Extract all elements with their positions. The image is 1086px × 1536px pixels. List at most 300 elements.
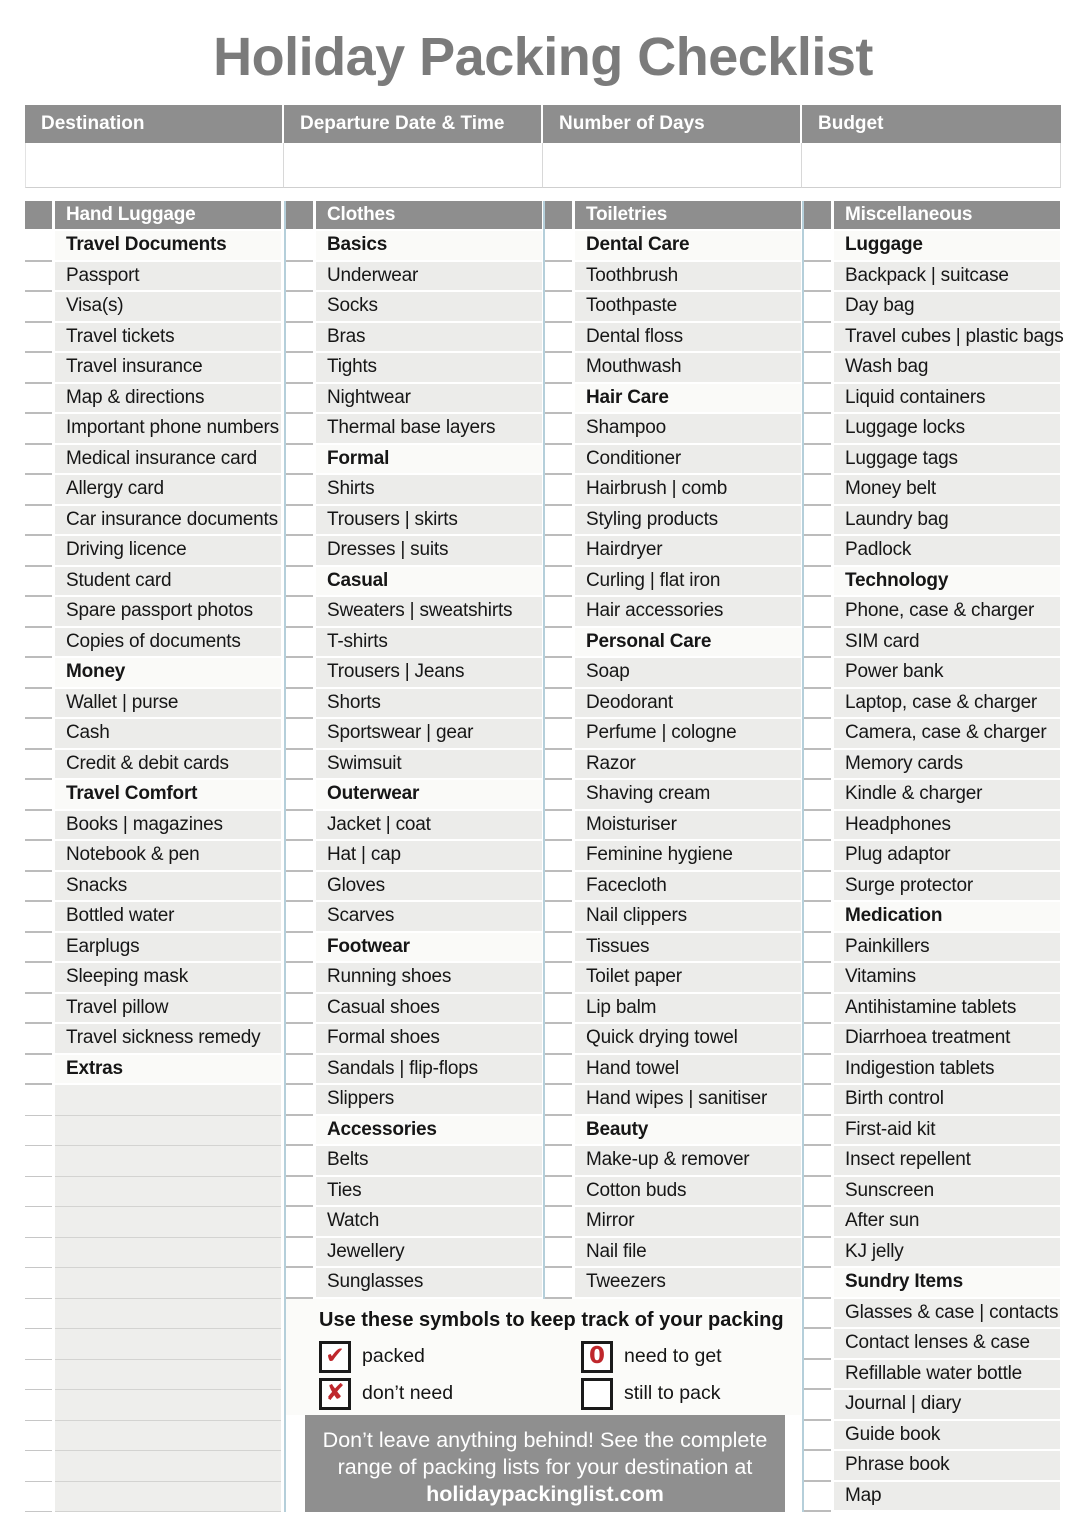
checkbox-cell[interactable]: [804, 536, 831, 567]
checkbox-cell[interactable]: [25, 841, 52, 872]
item-label-backpack-suitcase: Backpack | suitcase: [834, 262, 1060, 293]
group-header-row: [25, 201, 284, 231]
checkbox-cell[interactable]: [804, 1421, 831, 1452]
item-label-painkillers: Painkillers: [834, 933, 1060, 964]
checkbox-cell[interactable]: [545, 262, 572, 293]
empty-row: [25, 1299, 284, 1330]
checkbox-cell[interactable]: [804, 1085, 831, 1116]
checkbox-cell[interactable]: [25, 902, 52, 933]
checkbox-cell[interactable]: [25, 689, 52, 720]
checkbox-cell[interactable]: [286, 841, 313, 872]
checkbox-cell[interactable]: [286, 1146, 313, 1177]
item-label-allergy-card: Allergy card: [55, 475, 281, 506]
checkbox-cell[interactable]: [545, 1024, 572, 1055]
checkbox-cell[interactable]: [25, 1207, 52, 1238]
checklist-row: [286, 841, 543, 872]
checklist-row: [804, 1329, 1061, 1360]
checklist-row: [25, 1024, 284, 1055]
checkbox-cell[interactable]: [286, 780, 313, 811]
checkbox-cell[interactable]: [25, 1329, 52, 1360]
empty-cell[interactable]: [55, 1451, 281, 1482]
checklist-row: [804, 1024, 1061, 1055]
checkbox-cell[interactable]: [25, 353, 52, 384]
checkbox-cell[interactable]: [545, 689, 572, 720]
checkbox-cell[interactable]: [286, 506, 313, 537]
checkbox-cell[interactable]: [804, 384, 831, 415]
item-label-curling-flat-iron: Curling | flat iron: [575, 567, 801, 598]
checkbox-cell[interactable]: [286, 262, 313, 293]
checkbox-cell[interactable]: [804, 750, 831, 781]
checkbox-cell[interactable]: [804, 780, 831, 811]
checkbox-cell[interactable]: [804, 1451, 831, 1482]
checkbox-cell[interactable]: [804, 1360, 831, 1391]
info-input-number-of-days[interactable]: [543, 143, 802, 188]
empty-row: [25, 1451, 284, 1482]
checkbox-cell[interactable]: [25, 1238, 52, 1269]
item-label-toilet-paper: Toilet paper: [575, 963, 801, 994]
checkbox-cell[interactable]: [804, 1299, 831, 1330]
item-label-dresses-suits: Dresses | suits: [316, 536, 542, 567]
checklist-row: [545, 597, 802, 628]
section-label-dental-care: Dental Care: [575, 231, 801, 262]
section-label-extras: Extras: [55, 1055, 281, 1086]
checkbox-cell[interactable]: [804, 597, 831, 628]
checklist-row: [804, 1451, 1061, 1482]
group-title-hand-luggage: Hand Luggage: [55, 201, 281, 231]
checklist-row: [545, 689, 802, 720]
checkbox-cell[interactable]: [286, 445, 313, 476]
group-header-row: [804, 201, 1061, 231]
checkbox-cell[interactable]: [545, 323, 572, 354]
item-label-quick-drying-towel: Quick drying towel: [575, 1024, 801, 1055]
checkbox-cell[interactable]: [25, 1421, 52, 1452]
checkbox-cell[interactable]: [804, 445, 831, 476]
checklist-row: [286, 628, 543, 659]
checkbox-cell[interactable]: [25, 1055, 52, 1086]
empty-cell[interactable]: [55, 1482, 281, 1513]
checkbox-cell[interactable]: [286, 933, 313, 964]
checkbox-cell[interactable]: [286, 750, 313, 781]
empty-cell[interactable]: [55, 1360, 281, 1391]
checkbox-cell[interactable]: [286, 689, 313, 720]
checkbox-cell[interactable]: [545, 597, 572, 628]
checkbox-cell[interactable]: [286, 1207, 313, 1238]
checkbox-cell[interactable]: [286, 384, 313, 415]
checklist-row: [804, 506, 1061, 537]
checkbox-cell[interactable]: [286, 811, 313, 842]
checkbox-cell[interactable]: [804, 1238, 831, 1269]
empty-row: [25, 1116, 284, 1147]
checkbox-cell[interactable]: [25, 994, 52, 1025]
item-label-dental-floss: Dental floss: [575, 323, 801, 354]
item-label-perfume-cologne: Perfume | cologne: [575, 719, 801, 750]
checkbox-cell[interactable]: [804, 1329, 831, 1360]
checkbox-cell[interactable]: [25, 719, 52, 750]
checkbox-cell[interactable]: [804, 841, 831, 872]
checkbox-cell[interactable]: [804, 1024, 831, 1055]
checkbox-cell[interactable]: [25, 292, 52, 323]
checkbox-cell[interactable]: [545, 1085, 572, 1116]
checkbox-cell[interactable]: [545, 536, 572, 567]
checkbox-cell[interactable]: [25, 780, 52, 811]
checkbox-cell[interactable]: [25, 1085, 52, 1116]
checkbox-cell[interactable]: [25, 658, 52, 689]
checklist-row: [25, 872, 284, 903]
checkbox-cell[interactable]: [804, 1482, 831, 1513]
checklist-row: [286, 323, 543, 354]
checkbox-cell[interactable]: [804, 963, 831, 994]
checkbox-cell[interactable]: [25, 1146, 52, 1177]
checkbox-cell[interactable]: [25, 811, 52, 842]
checkbox-cell[interactable]: [545, 1177, 572, 1208]
checkbox-cell[interactable]: [286, 353, 313, 384]
checkbox-cell[interactable]: [804, 1177, 831, 1208]
info-input-departure-date-time[interactable]: [284, 143, 543, 188]
checkbox-cell[interactable]: [545, 231, 572, 262]
empty-cell[interactable]: [55, 1268, 281, 1299]
checkbox-cell[interactable]: [286, 658, 313, 689]
empty-row: [25, 1085, 284, 1116]
item-label-sleeping-mask: Sleeping mask: [55, 963, 281, 994]
checkbox-cell[interactable]: [545, 1055, 572, 1086]
checkbox-cell[interactable]: [804, 1055, 831, 1086]
checkbox-cell[interactable]: [25, 536, 52, 567]
checklist-row: [804, 963, 1061, 994]
checklist-row: [25, 475, 284, 506]
info-header-budget: Budget: [802, 105, 1061, 143]
checkbox-cell[interactable]: [25, 1299, 52, 1330]
checklist-row: [286, 780, 543, 811]
item-label-surge-protector: Surge protector: [834, 872, 1060, 903]
checkbox-cell[interactable]: [545, 933, 572, 964]
checkbox-cell[interactable]: [804, 689, 831, 720]
checklist-row: [804, 1177, 1061, 1208]
item-label-trousers-skirts: Trousers | skirts: [316, 506, 542, 537]
checklist-row: [286, 414, 543, 445]
checklist-row: [25, 719, 284, 750]
checkbox-cell[interactable]: [286, 597, 313, 628]
item-label-kj-jelly: KJ jelly: [834, 1238, 1060, 1269]
empty-row: [25, 1268, 284, 1299]
checkbox-cell[interactable]: [804, 1116, 831, 1147]
checkbox-cell[interactable]: [545, 384, 572, 415]
checkbox-cell[interactable]: [804, 1268, 831, 1299]
legend-label: still to pack: [624, 1382, 721, 1404]
checklist-row: [545, 628, 802, 659]
checklist-row: [286, 353, 543, 384]
checkbox-cell[interactable]: [286, 414, 313, 445]
item-label-map: Map: [834, 1482, 1060, 1513]
checklist-row: [286, 1177, 543, 1208]
checkbox-cell[interactable]: [25, 933, 52, 964]
checklist-row: [286, 475, 543, 506]
checkbox-cell[interactable]: [286, 536, 313, 567]
checkbox-cell[interactable]: [804, 902, 831, 933]
checkbox-cell[interactable]: [25, 750, 52, 781]
checkbox-cell[interactable]: [286, 994, 313, 1025]
checklist-row: [804, 414, 1061, 445]
checkbox-cell[interactable]: [286, 872, 313, 903]
checkbox-cell[interactable]: [545, 1207, 572, 1238]
item-label-shampoo: Shampoo: [575, 414, 801, 445]
checklist-row: [804, 292, 1061, 323]
trip-info-header-row: [25, 105, 1061, 143]
checkbox-cell[interactable]: [545, 994, 572, 1025]
checkbox-cell[interactable]: [25, 1390, 52, 1421]
checkbox-cell[interactable]: [25, 262, 52, 293]
item-label-tissues: Tissues: [575, 933, 801, 964]
item-label-padlock: Padlock: [834, 536, 1060, 567]
checkbox-cell[interactable]: [25, 1024, 52, 1055]
checkbox-cell[interactable]: [545, 872, 572, 903]
group-title-toiletries: Toiletries: [575, 201, 801, 231]
item-label-watch: Watch: [316, 1207, 542, 1238]
checkbox-cell[interactable]: [25, 872, 52, 903]
item-label-travel-cubes-plastic-bags: Travel cubes | plastic bags: [834, 323, 1060, 354]
item-label-contact-lenses-case: Contact lenses & case: [834, 1329, 1060, 1360]
checkbox-cell[interactable]: [545, 841, 572, 872]
checklist-row: [545, 841, 802, 872]
checklist-row: [25, 780, 284, 811]
checklist-row: [25, 384, 284, 415]
empty-cell[interactable]: [55, 1085, 281, 1116]
info-input-destination[interactable]: [25, 143, 284, 188]
item-label-car-insurance-documents: Car insurance documents: [55, 506, 281, 537]
checkbox-cell[interactable]: [286, 1024, 313, 1055]
item-label-nightwear: Nightwear: [316, 384, 542, 415]
checklist-row: [804, 658, 1061, 689]
checkbox-cell[interactable]: [545, 1268, 572, 1299]
checkbox-cell[interactable]: [286, 719, 313, 750]
empty-row: [25, 1360, 284, 1391]
item-label-copies-of-documents: Copies of documents: [55, 628, 281, 659]
checkbox-cell[interactable]: [545, 719, 572, 750]
item-label-power-bank: Power bank: [834, 658, 1060, 689]
checkbox-cell[interactable]: [25, 1451, 52, 1482]
empty-cell[interactable]: [55, 1329, 281, 1360]
checkbox-cell[interactable]: [545, 811, 572, 842]
checkbox-cell[interactable]: [545, 506, 572, 537]
item-label-gloves: Gloves: [316, 872, 542, 903]
checkbox-cell[interactable]: [286, 475, 313, 506]
checkbox-cell[interactable]: [25, 567, 52, 598]
empty-row: [25, 1238, 284, 1269]
info-input-budget[interactable]: [802, 143, 1061, 188]
checkbox-cell[interactable]: [804, 262, 831, 293]
checkbox-cell[interactable]: [545, 567, 572, 598]
checkbox-cell[interactable]: [545, 1116, 572, 1147]
empty-cell[interactable]: [55, 1238, 281, 1269]
item-label-spare-passport-photos: Spare passport photos: [55, 597, 281, 628]
checklist-row: [286, 384, 543, 415]
checkbox-cell[interactable]: [25, 323, 52, 354]
section-label-travel-comfort: Travel Comfort: [55, 780, 281, 811]
checklist-row: [804, 780, 1061, 811]
checklist-row: [25, 445, 284, 476]
section-label-personal-care: Personal Care: [575, 628, 801, 659]
checklist-row: [25, 994, 284, 1025]
checklist-row: [545, 1055, 802, 1086]
checklist-row: [25, 353, 284, 384]
checkbox-cell[interactable]: [545, 414, 572, 445]
checkbox-cell[interactable]: [545, 963, 572, 994]
checklist-row: [545, 567, 802, 598]
item-label-phrase-book: Phrase book: [834, 1451, 1060, 1482]
website-url: holidaypackinglist.com: [426, 1482, 664, 1506]
checklist-row: [286, 689, 543, 720]
item-label-tweezers: Tweezers: [575, 1268, 801, 1299]
checkbox-cell[interactable]: [545, 475, 572, 506]
checkbox-cell[interactable]: [286, 323, 313, 354]
checkbox-cell[interactable]: [804, 1207, 831, 1238]
group-header-row: [545, 201, 802, 231]
item-label-jacket-coat: Jacket | coat: [316, 811, 542, 842]
checkbox-cell[interactable]: [804, 994, 831, 1025]
checkbox-cell[interactable]: [286, 1177, 313, 1208]
legend-item-don-t-need: [319, 1377, 581, 1410]
item-label-make-up-remover: Make-up & remover: [575, 1146, 801, 1177]
checkbox-cell[interactable]: [804, 292, 831, 323]
checklist-row: [25, 414, 284, 445]
checkbox-cell[interactable]: [286, 902, 313, 933]
checklist-row: [545, 1116, 802, 1147]
checklist-row: [25, 689, 284, 720]
checkbox-cell[interactable]: [286, 231, 313, 262]
checkbox-cell[interactable]: [25, 963, 52, 994]
checkbox-cell[interactable]: [286, 1055, 313, 1086]
checkbox-cell[interactable]: [804, 567, 831, 598]
checkbox-cell[interactable]: [286, 1116, 313, 1147]
checkbox-cell[interactable]: [286, 628, 313, 659]
checkbox-cell[interactable]: [545, 1146, 572, 1177]
checkbox-cell[interactable]: [804, 872, 831, 903]
checkbox-cell[interactable]: [545, 292, 572, 323]
checkbox-cell[interactable]: [804, 1390, 831, 1421]
checkbox-cell[interactable]: [545, 658, 572, 689]
item-label-slippers: Slippers: [316, 1085, 542, 1116]
checkbox-cell[interactable]: [25, 1177, 52, 1208]
checkbox-cell[interactable]: [545, 1238, 572, 1269]
checkbox-cell[interactable]: [804, 506, 831, 537]
checkbox-cell[interactable]: [286, 567, 313, 598]
empty-cell[interactable]: [55, 1390, 281, 1421]
checklist-row: [804, 902, 1061, 933]
checklist-row: [286, 719, 543, 750]
checkbox-cell[interactable]: [286, 292, 313, 323]
checkbox-cell[interactable]: [25, 1116, 52, 1147]
checkbox-cell[interactable]: [25, 384, 52, 415]
empty-row: [25, 1146, 284, 1177]
item-label-map-directions: Map & directions: [55, 384, 281, 415]
checkbox-cell[interactable]: [25, 1482, 52, 1513]
checkbox-cell[interactable]: [25, 1360, 52, 1391]
checkbox-cell[interactable]: [804, 1146, 831, 1177]
checkbox-cell[interactable]: [804, 414, 831, 445]
checkbox-cell[interactable]: [804, 719, 831, 750]
footer-banner: [305, 1415, 785, 1512]
checkbox-cell[interactable]: [804, 658, 831, 689]
checkbox-cell[interactable]: [804, 353, 831, 384]
checklist-row: [25, 841, 284, 872]
checklist-row: [545, 445, 802, 476]
checkbox-cell[interactable]: [25, 445, 52, 476]
item-label-t-shirts: T-shirts: [316, 628, 542, 659]
item-label-casual-shoes: Casual shoes: [316, 994, 542, 1025]
empty-cell[interactable]: [55, 1421, 281, 1452]
item-label-antihistamine-tablets: Antihistamine tablets: [834, 994, 1060, 1025]
checkbox-cell[interactable]: [286, 1268, 313, 1299]
group-miscellaneous: [802, 201, 1064, 1512]
checklist-row: [545, 1268, 802, 1299]
checklist-row: [804, 445, 1061, 476]
empty-cell[interactable]: [55, 1299, 281, 1330]
empty-cell[interactable]: [55, 1207, 281, 1238]
checklist-row: [545, 1146, 802, 1177]
item-label-insect-repellent: Insect repellent: [834, 1146, 1060, 1177]
item-label-tights: Tights: [316, 353, 542, 384]
checkbox-cell[interactable]: [804, 231, 831, 262]
item-label-sunscreen: Sunscreen: [834, 1177, 1060, 1208]
checkbox-cell[interactable]: [286, 1085, 313, 1116]
checkbox-cell[interactable]: [545, 353, 572, 384]
section-label-footwear: Footwear: [316, 933, 542, 964]
zero-symbol-icon: 0: [581, 1341, 613, 1373]
empty-row: [25, 1421, 284, 1452]
item-label-hat-cap: Hat | cap: [316, 841, 542, 872]
checklist-row: [25, 262, 284, 293]
checkbox-cell[interactable]: [804, 811, 831, 842]
item-label-sportswear-gear: Sportswear | gear: [316, 719, 542, 750]
checkbox-cell[interactable]: [804, 628, 831, 659]
checkbox-cell[interactable]: [545, 750, 572, 781]
item-label-credit-debit-cards: Credit & debit cards: [55, 750, 281, 781]
checkbox-cell[interactable]: [25, 475, 52, 506]
checkbox-cell[interactable]: [545, 628, 572, 659]
checkbox-cell[interactable]: [25, 628, 52, 659]
item-label-laptop-case-charger: Laptop, case & charger: [834, 689, 1060, 720]
checkbox-cell[interactable]: [804, 475, 831, 506]
checklist-row: [804, 872, 1061, 903]
empty-cell[interactable]: [55, 1116, 281, 1147]
checkbox-cell[interactable]: [25, 597, 52, 628]
checklist-row: [804, 353, 1061, 384]
empty-cell[interactable]: [55, 1177, 281, 1208]
checkbox-cell[interactable]: [25, 231, 52, 262]
item-label-headphones: Headphones: [834, 811, 1060, 842]
item-label-luggage-tags: Luggage tags: [834, 445, 1060, 476]
checkbox-cell[interactable]: [545, 902, 572, 933]
item-label-nail-clippers: Nail clippers: [575, 902, 801, 933]
section-label-technology: Technology: [834, 567, 1060, 598]
checklist-row: [804, 231, 1061, 262]
section-label-luggage: Luggage: [834, 231, 1060, 262]
checkbox-cell[interactable]: [25, 414, 52, 445]
item-label-sunglasses: Sunglasses: [316, 1268, 542, 1299]
checkbox-cell[interactable]: [286, 1238, 313, 1269]
checkbox-cell[interactable]: [545, 445, 572, 476]
checklist-row: [545, 658, 802, 689]
checkbox-cell[interactable]: [25, 506, 52, 537]
checklist-row: [804, 1085, 1061, 1116]
item-label-memory-cards: Memory cards: [834, 750, 1060, 781]
empty-cell[interactable]: [55, 1146, 281, 1177]
checkbox-cell[interactable]: [286, 963, 313, 994]
checkbox-cell[interactable]: [545, 780, 572, 811]
checkbox-cell[interactable]: [804, 323, 831, 354]
checklist-row: [804, 719, 1061, 750]
checkbox-cell[interactable]: [25, 1268, 52, 1299]
checkbox-cell[interactable]: [804, 933, 831, 964]
